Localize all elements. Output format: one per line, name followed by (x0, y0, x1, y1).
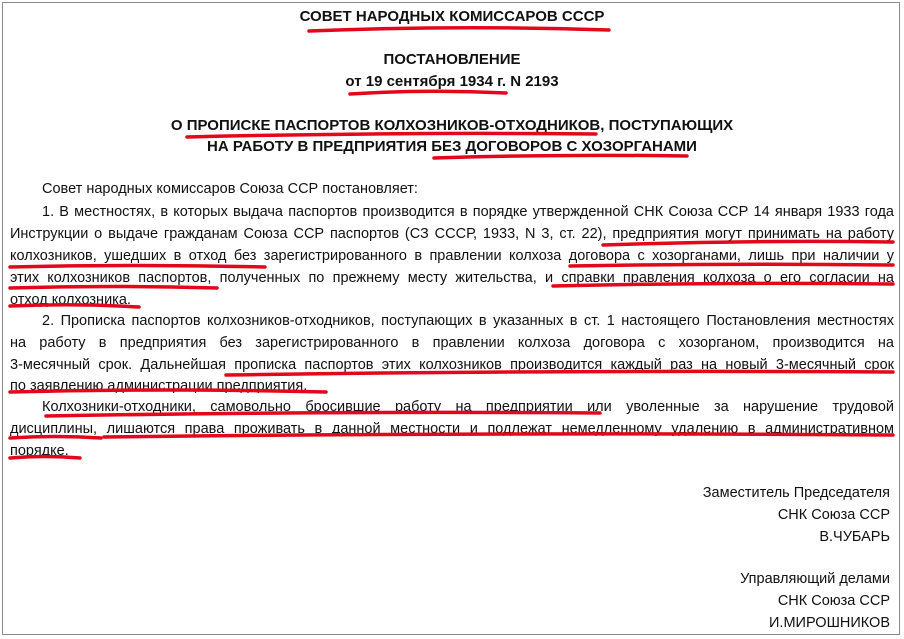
body-line: отход колхозника. (10, 292, 131, 308)
body-line: Колхозники-отходники, самовольно бросившие работу на предприятии или уволенные за нарушение трудовой (42, 399, 894, 415)
body-line: 2. Прописка паспортов колхозников-отходников, поступающих в указанных в ст. 1 настоящего Постановления местностях (42, 313, 894, 329)
body-line: по заявлению администрации предприятия. (10, 378, 308, 394)
body-line: колхозников, ушедших в отход без зарегистрированного в правлении колхоза договора с хозорганами, лишь при наличии у (10, 248, 894, 264)
body-line: Инструкции о выдаче гражданам Союза ССР паспортов (СЗ СССР, 1933, N 3, ст. 22), предприятия могут принимать на работу (10, 226, 894, 242)
body-line: на работу в предприятия без зарегистрированного в правлении колхоза договора с хозорганом, производится на (10, 335, 894, 351)
body-line: этих колхозников паспортов, полученных по прежнему месту жительства, и справки правления колхоза о его согласии на (10, 270, 894, 286)
document-type: ПОСТАНОВЛЕНИЕ (383, 51, 521, 68)
signature-1-organization: СНК Союза ССР (777, 507, 890, 523)
signature-1-position: Заместитель Председателя (702, 485, 890, 501)
body-line-preamble: Совет народных комиссаров Союза ССР постановляет: (42, 181, 418, 197)
signature-2-organization: СНК Союза ССР (777, 593, 890, 609)
document-date: от 19 сентября 1934 г. N 2193 (345, 73, 559, 90)
body-line: 3-месячный срок. Дальнейшая прописка паспортов этих колхозников производится каждый раз на новый 3-месячный срок (10, 357, 894, 373)
body-line: порядке. (10, 443, 69, 459)
signature-2-position: Управляющий делами (740, 571, 890, 587)
subject-line-1: О ПРОПИСКЕ ПАСПОРТОВ КОЛХОЗНИКОВ-ОТХОДНИКОВ, ПОСТУПАЮЩИХ (170, 117, 734, 134)
subject-line-2: НА РАБОТУ В ПРЕДПРИЯТИЯ БЕЗ ДОГОВОРОВ С ХОЗОРГАНАМИ (207, 138, 697, 155)
council-header: СОВЕТ НАРОДНЫХ КОМИССАРОВ СССР (299, 8, 605, 25)
signature-1-name: В.ЧУБАРЬ (819, 529, 890, 545)
signature-2-name: И.МИРОШНИКОВ (769, 615, 890, 631)
body-line: 1. В местностях, в которых выдача паспортов производится в порядке утвержденной СНК Союза ССР 14 января 1933 года (42, 204, 894, 220)
body-line: дисциплины, лишаются права проживать в данной местности и подлежат немедленному удалению в административном (10, 421, 894, 437)
